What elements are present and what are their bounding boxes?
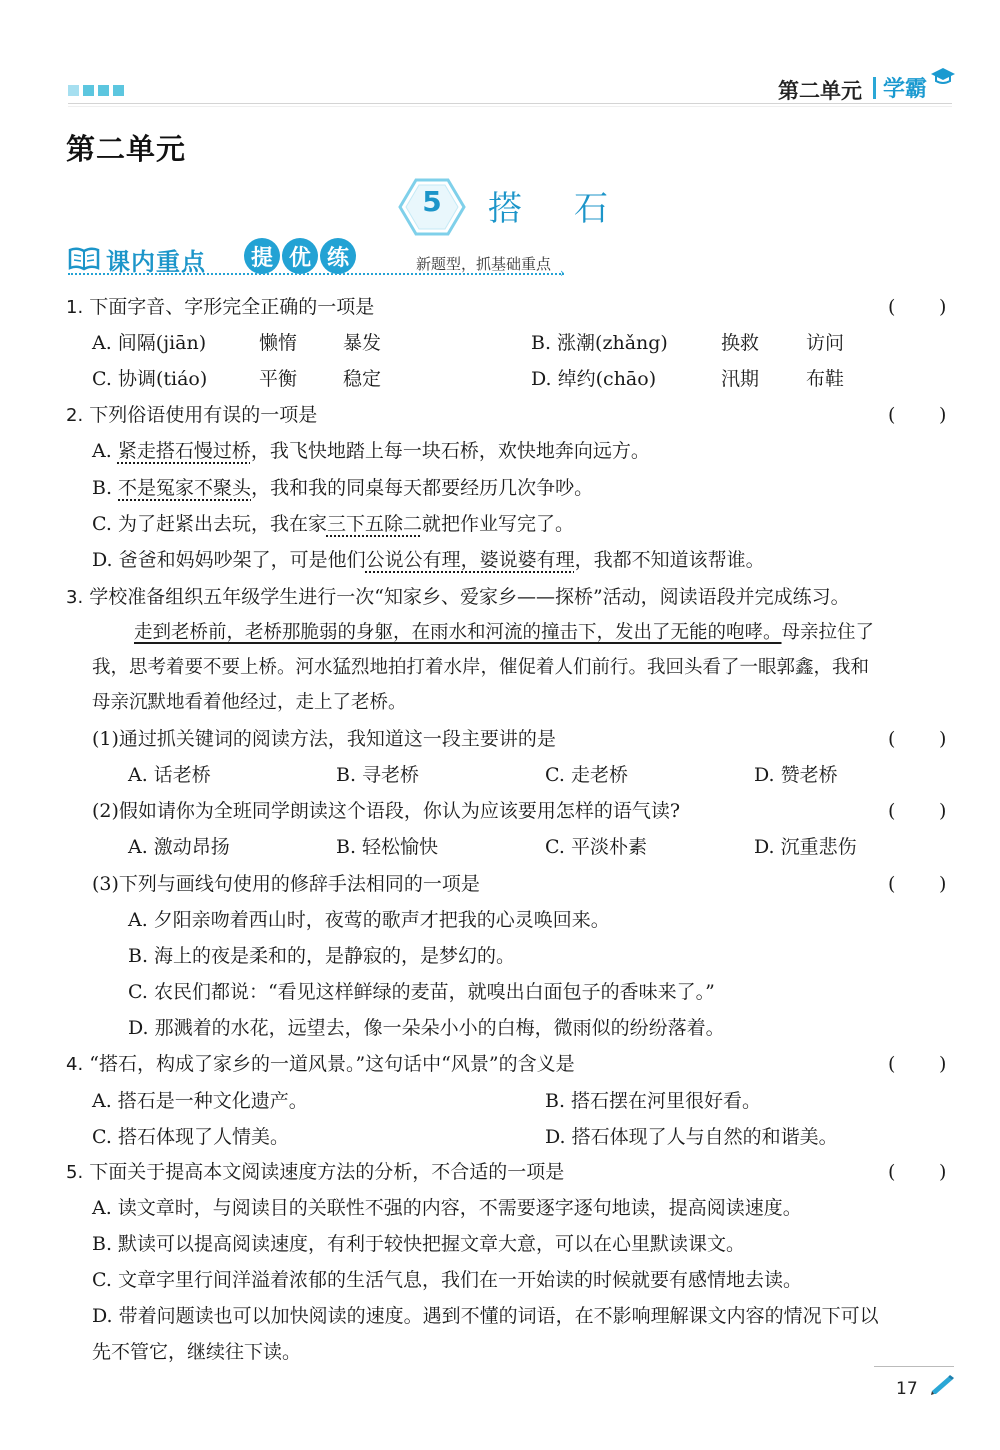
question-number: 1. <box>66 297 84 318</box>
choice-b: B. 默读可以提高阅读速度，有利于较快把握文章大意，可以在心里默读课文。 <box>92 1233 746 1255</box>
header-divider <box>873 77 876 99</box>
choice-b: B. 轻松愉快 <box>336 836 439 858</box>
choice-prefix: D. 爸爸和妈妈吵架了，可是他们 <box>92 549 366 571</box>
choice-d: D. 那溅着的水花，远望去，像一朵朵小小的白梅，微雨似的纷纷落着。 <box>128 1017 725 1039</box>
subquestion-stem: (2)假如请你为全班同学朗读这个语段，你认为应该要用怎样的语气读? <box>92 800 681 822</box>
underlined-sentence: 走到老桥前，老桥那脆弱的身躯，在雨水和河流的撞击下，发出了无能的咆哮。 <box>134 622 782 643</box>
choice-a <box>92 439 650 463</box>
emphasized-idiom: 公说公有理，婆说婆有理 <box>365 549 575 571</box>
graduation-cap-icon <box>930 66 956 86</box>
pencil-icon <box>930 1374 956 1396</box>
answer-paren-open: ( <box>888 873 896 895</box>
choice-word: 稳定 <box>343 368 382 390</box>
choice-a: A. 间隔(jiān) <box>92 332 207 354</box>
choice-d-continued: 先不管它，继续往下读。 <box>92 1341 302 1363</box>
answer-paren-open: ( <box>888 800 896 822</box>
choice-word: 访问 <box>806 332 845 354</box>
choice-d: D. 赞老桥 <box>754 764 838 786</box>
question-stem <box>66 403 317 428</box>
subquestion-stem: (3)下列与画线句使用的修辞手法相同的一项是 <box>92 873 480 895</box>
answer-paren-close: ) <box>939 1161 947 1183</box>
answer-paren-open: ( <box>888 296 896 318</box>
header-rule-secondary <box>68 106 952 107</box>
choice-prefix: A. <box>92 440 118 462</box>
choice-a: A. 搭石是一种文化遗产。 <box>92 1090 308 1112</box>
unit-title: 第二单元 <box>66 132 187 166</box>
answer-paren-close: ) <box>939 1053 947 1075</box>
choice-c: C. 搭石体现了人情美。 <box>92 1126 289 1148</box>
choice-a: A. 话老桥 <box>128 764 211 786</box>
passage-text: 母亲拉住了 <box>781 622 875 643</box>
answer-paren-close: ) <box>939 404 947 426</box>
question-text: 下列俗语使用有误的一项是 <box>89 404 318 426</box>
brand-logo: 学霸 <box>883 77 928 102</box>
section-label: 课内重点 <box>106 248 206 276</box>
answer-paren-open: ( <box>888 728 896 750</box>
choice-b: B. 寻老桥 <box>336 764 420 786</box>
choice-suffix: 就把作业写完了。 <box>421 513 574 535</box>
passage-line <box>134 621 874 645</box>
header-unit-label: 第二单元 <box>778 79 862 103</box>
choice-b: B. 涨潮(zhǎng) <box>531 332 668 354</box>
choice-suffix: ，我和我的同桌每天都要经历几次争吵。 <box>251 477 594 499</box>
emphasized-idiom: 三下五除二 <box>326 513 422 535</box>
choice-c: C. 农民们都说：“看见这样鲜绿的麦苗，就嗅出白面包子的香味来了。” <box>128 981 715 1003</box>
question-number: 3. <box>66 587 84 608</box>
answer-paren-close: ) <box>939 800 947 822</box>
choice-d: D. 带着问题读也可以加快阅读的速度。遇到不懂的词语，在不影响理解课文内容的情况下可以 <box>92 1305 879 1327</box>
chevron-right-icon: › <box>560 266 565 280</box>
highlight-char: 优 <box>282 238 318 274</box>
choice-word: 平衡 <box>259 368 298 390</box>
answer-paren-open: ( <box>888 1161 896 1183</box>
choice-word: 换救 <box>721 332 760 354</box>
choice-c <box>92 512 574 536</box>
choice-d <box>92 548 765 572</box>
choice-suffix: ，我飞快地踏上每一块石桥，欢快地奔向远方。 <box>250 440 650 462</box>
choice-prefix: C. 为了赶紧出去玩，我在家 <box>92 513 327 535</box>
choice-word: 暴发 <box>343 332 382 354</box>
choice-word: 懒惰 <box>259 332 298 354</box>
emphasized-idiom: 不是冤家不聚头 <box>118 477 252 499</box>
subquestion-stem: (1)通过抓关键词的阅读方法，我知道这一段主要讲的是 <box>92 728 556 750</box>
choice-a: A. 激动昂扬 <box>128 836 230 858</box>
choice-b <box>92 476 593 500</box>
answer-paren-close: ) <box>939 873 947 895</box>
lesson-title: 搭石 <box>488 189 660 229</box>
choice-c: C. 文章字里行间洋溢着浓郁的生活气息，我们在一开始读的时候就要有感情地去读。 <box>92 1269 802 1291</box>
question-stem <box>66 295 374 320</box>
answer-paren-close: ) <box>939 728 947 750</box>
question-text: 下面字音、字形完全正确的一项是 <box>89 296 375 318</box>
choice-b: B. 海上的夜是柔和的，是静寂的，是梦幻的。 <box>128 945 516 967</box>
highlight-char: 练 <box>320 238 356 274</box>
header-decoration <box>68 85 124 96</box>
highlight-char: 提 <box>244 238 280 274</box>
choice-d: D. 沉重悲伤 <box>754 836 857 858</box>
choice-d: D. 搭石体现了人与自然的和谐美。 <box>545 1126 838 1148</box>
lesson-number: 5 <box>422 185 442 218</box>
choice-word: 布鞋 <box>806 368 845 390</box>
choice-prefix: B. <box>92 477 119 499</box>
question-number: 5. <box>66 1162 84 1183</box>
answer-paren-open: ( <box>888 1053 896 1075</box>
question-stem <box>66 585 850 610</box>
choice-word: 汛期 <box>721 368 760 390</box>
choice-a: A. 读文章时，与阅读目的关联性不强的内容，不需要逐字逐句地读，提高阅读速度。 <box>92 1197 802 1219</box>
passage-line: 我，思考着要不要上桥。河水猛烈地拍打着水岸，催促着人们前行。我回头看了一眼郭鑫，我和 <box>92 657 870 678</box>
choice-suffix: ，我都不知道该帮谁。 <box>574 549 765 571</box>
answer-paren-close: ) <box>939 296 947 318</box>
open-book-icon <box>68 246 100 272</box>
choice-d: D. 绰约(chāo) <box>531 368 657 390</box>
answer-paren-open: ( <box>888 404 896 426</box>
choice-c: C. 平淡朴素 <box>545 836 647 858</box>
question-stem <box>66 1052 575 1077</box>
question-text: 学校准备组织五年级学生进行一次“知家乡、爱家乡——探桥”活动，阅读语段并完成练习。 <box>89 586 850 608</box>
question-text: “搭石，构成了家乡的一道风景。”这句话中“风景”的含义是 <box>89 1053 575 1075</box>
footer-rule <box>874 1366 954 1367</box>
emphasized-idiom: 紧走搭石慢过桥 <box>117 440 251 462</box>
section-tag: 新题型，抓基础重点 <box>416 255 552 273</box>
question-number: 2. <box>66 405 84 426</box>
choice-c: C. 走老桥 <box>545 764 628 786</box>
choice-a: A. 夕阳亲吻着西山时，夜莺的歌声才把我的心灵唤回来。 <box>128 909 610 931</box>
question-number: 4. <box>66 1054 84 1075</box>
choice-b: B. 搭石摆在河里很好看。 <box>545 1090 762 1112</box>
passage-line: 母亲沉默地看着他经过，走上了老桥。 <box>92 692 407 713</box>
choice-c: C. 协调(tiáo) <box>92 368 208 390</box>
question-text: 下面关于提高本文阅读速度方法的分析，不合适的一项是 <box>89 1161 565 1183</box>
question-stem <box>66 1160 564 1185</box>
section-highlight <box>244 238 356 274</box>
page-number: 17 <box>896 1379 918 1399</box>
